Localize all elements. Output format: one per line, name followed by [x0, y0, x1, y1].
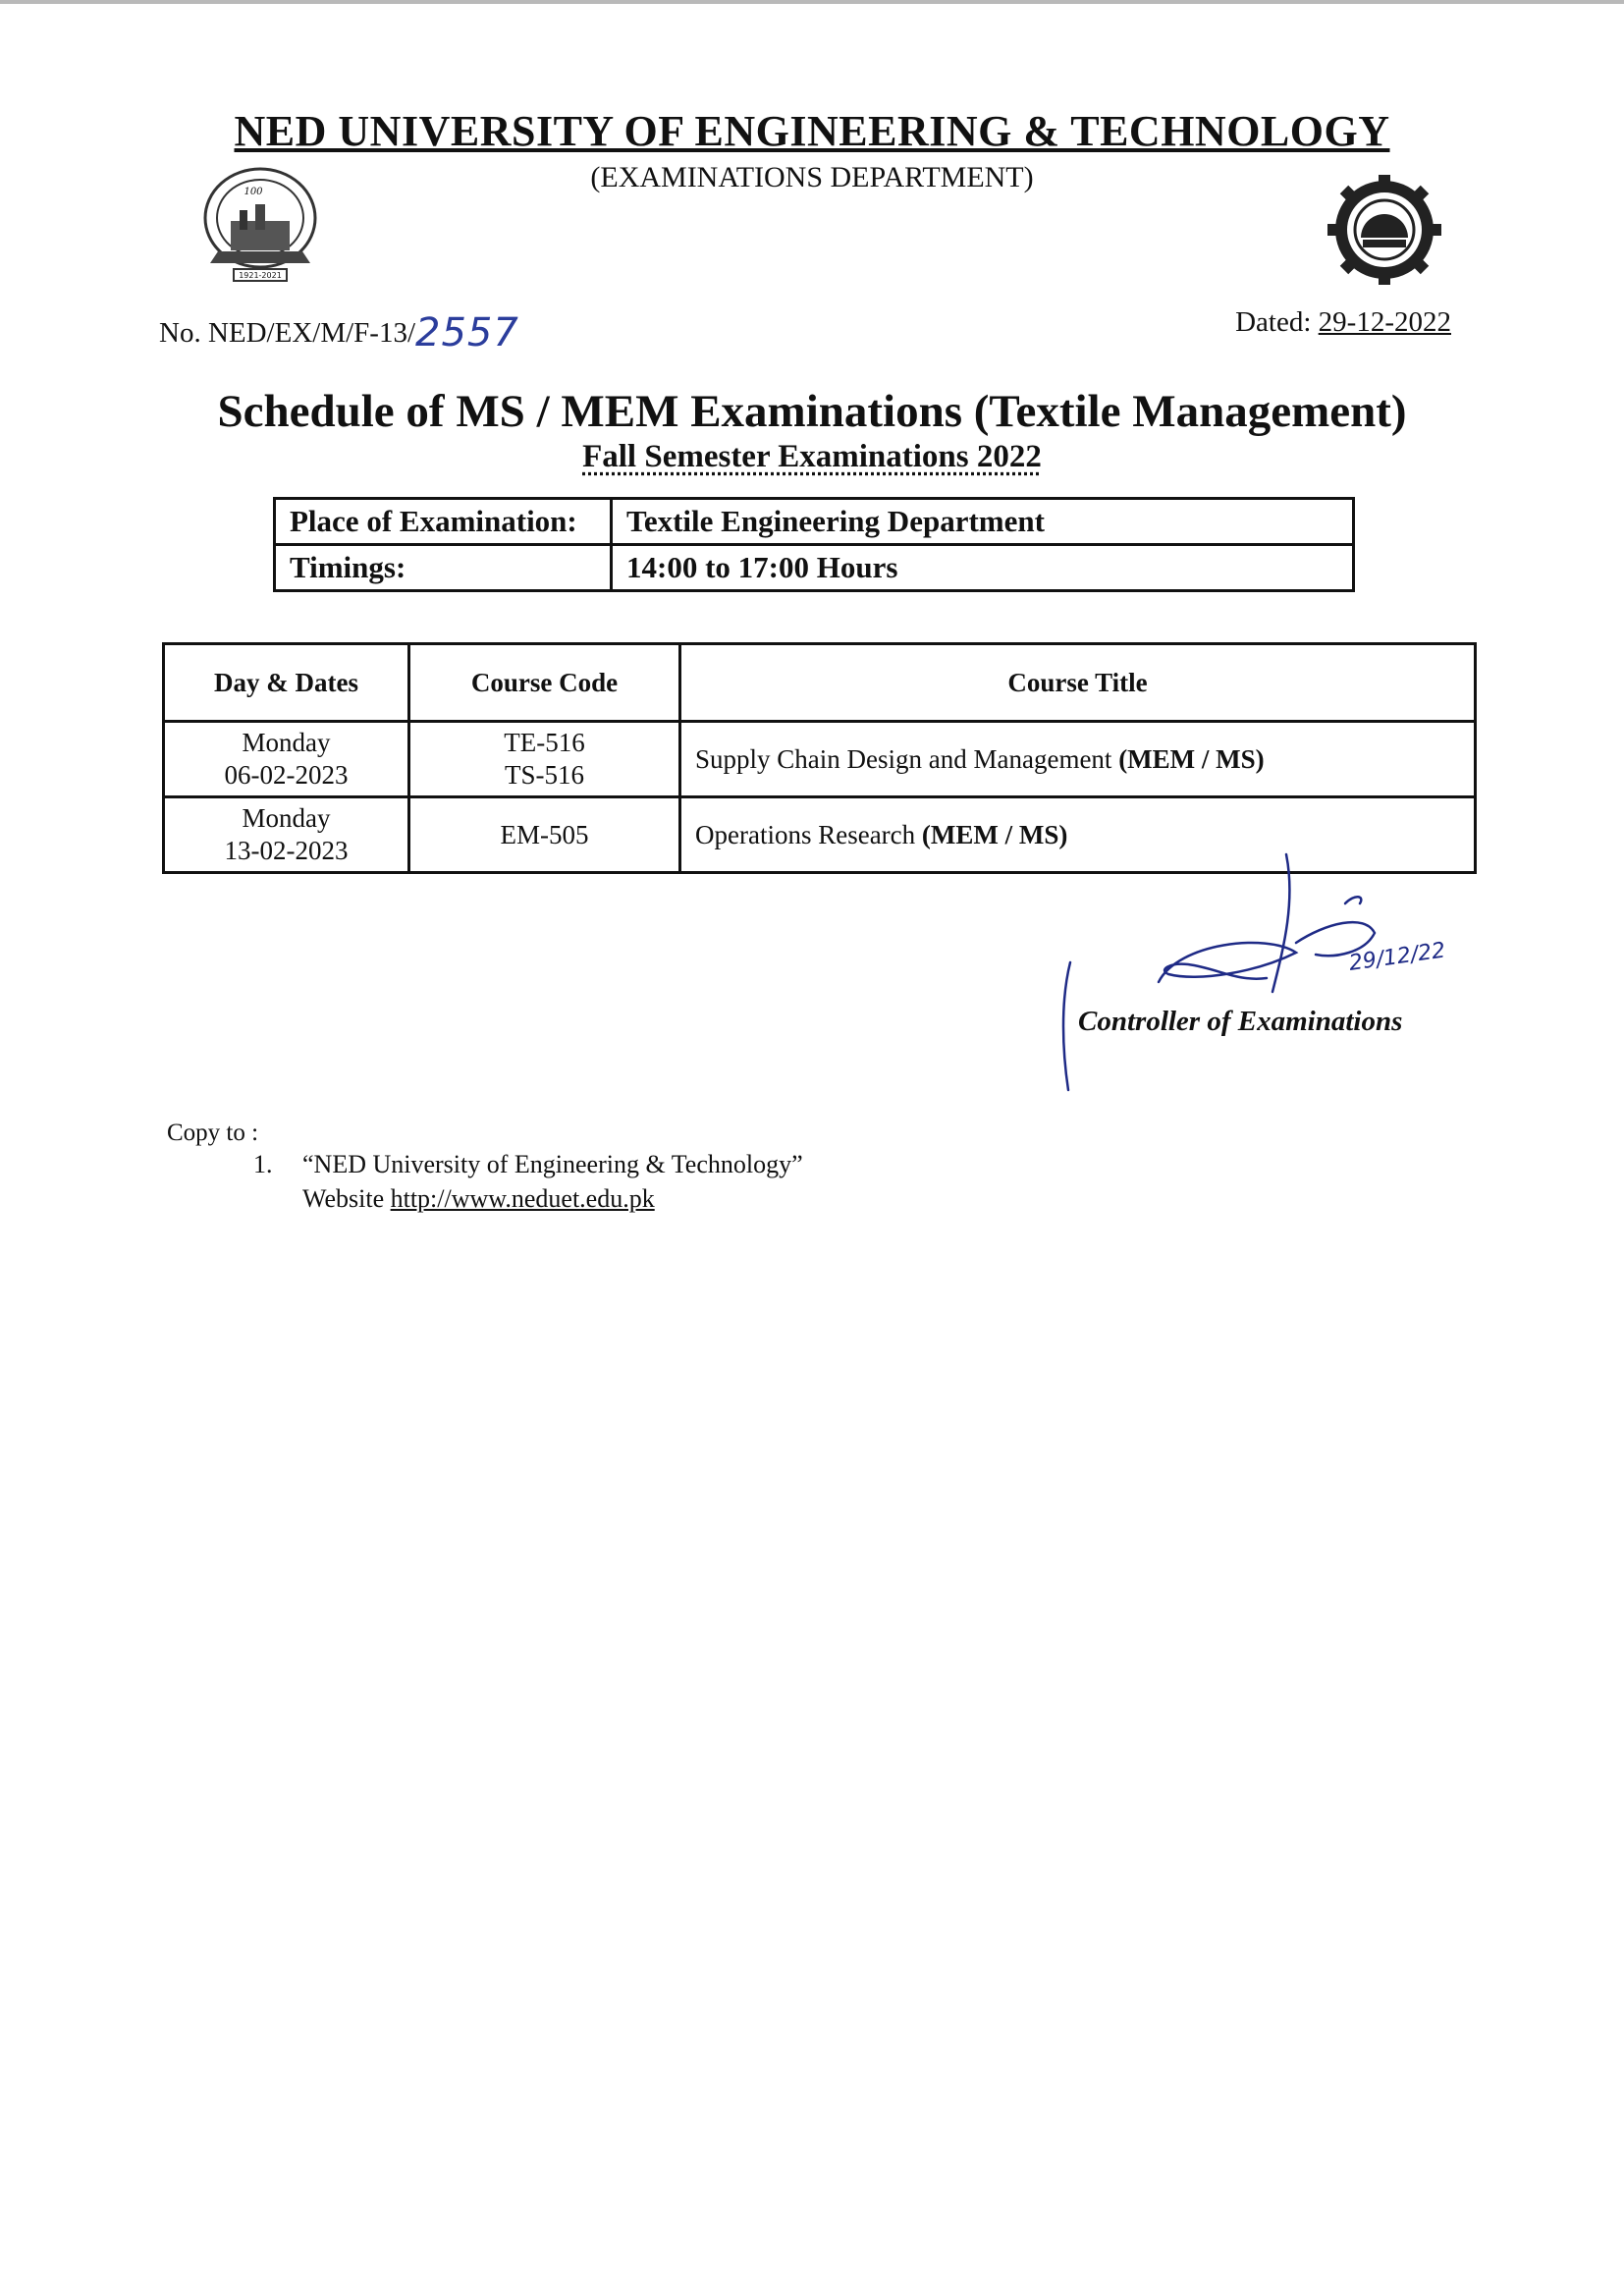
copy-item-name: “NED University of Engineering & Technology”	[302, 1150, 803, 1178]
university-name: NED UNIVERSITY OF ENGINEERING & TECHNOLOGY	[234, 107, 1390, 155]
place-value: Textile Engineering Department	[612, 499, 1354, 545]
day: Monday	[242, 728, 331, 757]
course-title-cell	[680, 722, 1476, 797]
reference-number	[159, 306, 519, 355]
exam-schedule-table	[162, 642, 1477, 874]
schedule-title: Schedule of MS / MEM Examinations (Textile Management)	[217, 386, 1407, 437]
table-header-row	[164, 644, 1476, 722]
svg-text:29/12/22: 29/12/22	[1347, 938, 1447, 976]
dated-label: Dated:	[1235, 306, 1312, 338]
department-name: (EXAMINATIONS DEPARTMENT)	[590, 161, 1034, 193]
header-course-code: Course Code	[409, 644, 680, 722]
university-emblem-icon	[1321, 175, 1448, 285]
course-title: Supply Chain Design and Management	[695, 743, 1112, 774]
svg-text:100: 100	[244, 187, 263, 197]
program-tag: (MEM / MS)	[921, 819, 1068, 849]
course-code-cell	[409, 797, 680, 873]
timings-label: Timings:	[275, 545, 612, 591]
website-label: Website	[302, 1184, 385, 1213]
table-row	[164, 722, 1476, 797]
timings-row	[275, 545, 1354, 591]
course-title: Operations Research	[695, 819, 916, 849]
timings-value: 14:00 to 17:00 Hours	[612, 545, 1354, 591]
header-day-dates: Day & Dates	[164, 644, 409, 722]
dated-value: 29-12-2022	[1318, 306, 1451, 338]
day-date-cell	[164, 722, 409, 797]
program-tag: (MEM / MS)	[1118, 743, 1265, 774]
day-date-cell	[164, 797, 409, 873]
course-code: EM-505	[500, 819, 589, 849]
svg-text:1921-2021: 1921-2021	[239, 271, 282, 280]
signature-icon	[1051, 845, 1502, 1100]
reference-prefix: No. NED/EX/M/F-13/	[159, 317, 415, 349]
place-row	[275, 499, 1354, 545]
copy-to-label: Copy to :	[167, 1120, 259, 1146]
controller-designation: Controller of Examinations	[1078, 1006, 1403, 1037]
date: 13-02-2023	[224, 836, 349, 865]
exam-info-table	[273, 497, 1355, 592]
centenary-logo-icon	[187, 167, 334, 290]
document-date	[1235, 306, 1451, 339]
day: Monday	[242, 803, 331, 833]
date: 06-02-2023	[224, 760, 349, 790]
course-code-cell	[409, 722, 680, 797]
reference-handwritten-number: 2557	[415, 310, 519, 355]
header-course-title: Course Title	[680, 644, 1476, 722]
copy-to-item	[253, 1147, 803, 1216]
website-link[interactable]: http://www.neduet.edu.pk	[390, 1184, 655, 1213]
place-label: Place of Examination:	[275, 499, 612, 545]
copy-item-number: 1.	[253, 1150, 273, 1178]
course-code: TE-516	[504, 728, 585, 757]
course-code: TS-516	[505, 760, 584, 790]
scan-edge	[0, 0, 1624, 4]
semester-title: Fall Semester Examinations 2022	[582, 439, 1042, 474]
